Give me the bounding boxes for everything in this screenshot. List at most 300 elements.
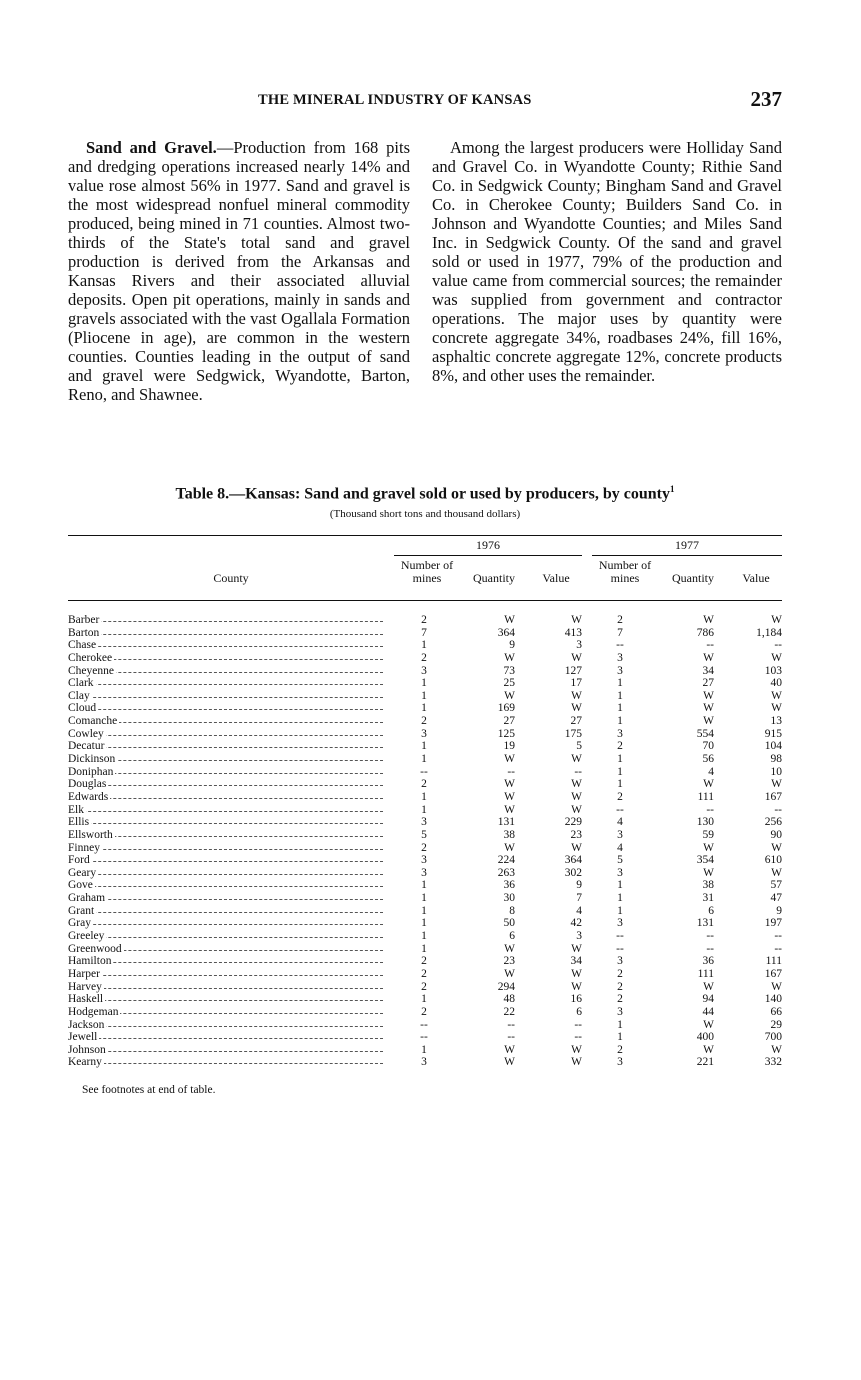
value-1976-cell: W: [571, 778, 582, 791]
county-cell: [68, 715, 383, 728]
table-row: [68, 1006, 782, 1019]
mines-1977-cell: 1: [617, 1031, 623, 1044]
county-column-header: County: [213, 571, 249, 585]
mines-1977-cell: 2: [617, 980, 623, 993]
table-row: [68, 930, 782, 943]
mines-1977-cell: 2: [617, 993, 623, 1006]
value-1976-cell: 6: [576, 1005, 582, 1018]
table-row: [68, 728, 782, 741]
mines-1976-cell: 2: [421, 614, 427, 626]
dot-leader: [68, 937, 383, 938]
value-1977-cell: W: [771, 651, 782, 664]
table-row: [68, 842, 782, 855]
mines-1977-cell: 2: [617, 614, 623, 626]
county-cell: [68, 778, 383, 791]
table-row: [68, 917, 782, 930]
mines-1976-cell: 3: [421, 727, 427, 740]
mines-1977-header: Number of mines: [598, 558, 652, 585]
quantity-1976-cell: W: [504, 1043, 515, 1056]
value-1976-cell: 5: [576, 740, 582, 753]
quantity-1977-cell: --: [706, 639, 714, 652]
quantity-1976-cell: 263: [497, 866, 515, 879]
page-header: [68, 87, 782, 114]
quantity-1976-cell: 38: [503, 828, 515, 841]
county-name: Harper: [68, 967, 100, 980]
quantity-1977-cell: 38: [702, 879, 714, 892]
quantity-1977-cell: 786: [696, 626, 714, 639]
quantity-1977-cell: 131: [696, 917, 714, 930]
county-name: Greeley: [68, 930, 105, 943]
quantity-1977-cell: --: [706, 930, 714, 943]
mines-1976-cell: 3: [421, 854, 427, 867]
quantity-1976-cell: 8: [509, 904, 515, 917]
value-1976-cell: 17: [570, 677, 582, 690]
value-1977-cell: 700: [764, 1031, 782, 1044]
table-body: [68, 614, 782, 1069]
dot-leader: [68, 634, 383, 635]
mines-1976-cell: 3: [421, 1056, 427, 1069]
quantity-1976-cell: --: [507, 765, 515, 778]
value-1977-cell: 610: [764, 854, 782, 867]
county-name: Ellis: [68, 816, 90, 829]
table-row: [68, 943, 782, 956]
mines-1977-cell: 2: [617, 1043, 623, 1056]
mines-1977-cell: 2: [617, 790, 623, 803]
mines-1977-cell: 1: [617, 677, 623, 690]
value-1976-cell: W: [571, 1056, 582, 1069]
county-cell: [68, 829, 383, 842]
value-1977-cell: 1,184: [756, 626, 782, 639]
county-cell: [68, 981, 383, 994]
county-name: Clark: [68, 677, 94, 690]
county-name: Jewell: [68, 1031, 98, 1044]
dot-leader: [68, 659, 383, 660]
quantity-1976-cell: 23: [503, 955, 515, 968]
mines-1977-cell: 1: [617, 715, 623, 728]
table-top-rule: [68, 535, 782, 536]
quantity-1976-cell: 25: [503, 677, 515, 690]
mines-1977-cell: 1: [617, 879, 623, 892]
dot-leader: [68, 709, 383, 710]
county-name: Graham: [68, 892, 106, 905]
county-cell: [68, 728, 383, 741]
quantity-1976-cell: W: [504, 803, 515, 816]
dot-leader: [68, 1000, 383, 1001]
county-name: Ford: [68, 854, 90, 867]
quantity-1976-cell: 50: [503, 917, 515, 930]
quantity-1976-cell: 6: [509, 930, 515, 943]
value-1977-cell: 915: [764, 727, 782, 740]
county-name: Barton: [68, 626, 100, 639]
value-1977-cell: 13: [770, 715, 782, 728]
value-1977-cell: 98: [770, 753, 782, 766]
county-cell: [68, 993, 383, 1006]
mines-1976-cell: 1: [421, 917, 427, 930]
left-paragraph: —Production from 168 pits and dredging operations increased nearly 14% and value rose almost 56% in 1977. Sand and gravel is the most widespread nonfuel mineral commodity produced, being mined in 71 counties. Almost two-thirds of the State's total sand and gravel production is derived from the Arkansas and Kansas Rivers and their associated alluvial deposits. Open pit operations, mainly in sands and gravels associated with the vast Ogallala Formation (Pliocene in age), are common in the western counties. Counties leading in the output of sand and gravel were Sedgwick, Wyandotte, Barton, Reno, and Shawnee.: [68, 138, 410, 404]
county-name: Gray: [68, 917, 91, 930]
county-name: Comanche: [68, 715, 118, 728]
mines-1976-cell: 1: [421, 702, 427, 715]
county-name: Cherokee: [68, 651, 113, 664]
quantity-1976-cell: W: [504, 778, 515, 791]
quantity-1976-cell: W: [504, 841, 515, 854]
mines-1976-cell: --: [420, 1031, 428, 1044]
quantity-1976-cell: --: [507, 1018, 515, 1031]
value-1977-cell: 104: [764, 740, 782, 753]
section-runin-heading: Sand and Gravel.: [86, 138, 217, 157]
table-row: [68, 892, 782, 905]
county-name: Finney: [68, 841, 100, 854]
value-1976-cell: W: [571, 614, 582, 626]
county-cell: [68, 892, 383, 905]
county-cell: [68, 1056, 383, 1069]
mines-1976-cell: 2: [421, 980, 427, 993]
dot-leader: [68, 1026, 383, 1027]
year-1977-heading: 1977: [675, 538, 699, 552]
quantity-1976-cell: 30: [503, 892, 515, 905]
mines-1977-cell: 5: [617, 854, 623, 867]
mines-1977-cell: 1: [617, 1018, 623, 1031]
quantity-1977-cell: 554: [696, 727, 714, 740]
footnote-marker: 1: [669, 484, 675, 494]
table-row: [68, 804, 782, 817]
quantity-1977-cell: W: [703, 866, 714, 879]
quantity-1977-cell: --: [706, 942, 714, 955]
dot-leader: [68, 823, 383, 824]
value-1977-cell: W: [771, 689, 782, 702]
quantity-1977-cell: W: [703, 980, 714, 993]
table-row: [68, 715, 782, 728]
quantity-1977-cell: W: [703, 689, 714, 702]
county-cell: [68, 1006, 383, 1019]
mines-1977-cell: 4: [617, 841, 623, 854]
mines-1976-cell: 2: [421, 1005, 427, 1018]
value-1976-cell: 413: [564, 626, 582, 639]
table-row: [68, 854, 782, 867]
quantity-1977-cell: W: [703, 702, 714, 715]
quantity-1976-cell: 224: [497, 854, 515, 867]
county-name: Cloud: [68, 702, 97, 715]
value-1976-cell: W: [571, 1043, 582, 1056]
county-name: Dickinson: [68, 753, 116, 766]
quantity-1976-cell: W: [504, 967, 515, 980]
value-1976-cell: --: [574, 765, 582, 778]
table-row: [68, 1056, 782, 1069]
county-name: Kearny: [68, 1056, 102, 1069]
county-name: Geary: [68, 866, 97, 879]
value-1977-cell: 29: [770, 1018, 782, 1031]
county-name: Chase: [68, 639, 97, 652]
quantity-1977-cell: W: [703, 614, 714, 626]
dot-leader: [68, 1051, 383, 1052]
dot-leader: [68, 962, 383, 963]
quantity-1976-cell: 169: [497, 702, 515, 715]
value-1977-cell: 90: [770, 828, 782, 841]
mines-1976-cell: 2: [421, 967, 427, 980]
mines-1976-cell: 1: [421, 689, 427, 702]
county-name: Elk: [68, 803, 84, 816]
quantity-1976-cell: W: [504, 651, 515, 664]
table-row: [68, 1031, 782, 1044]
quantity-1976-cell: 27: [503, 715, 515, 728]
mines-1976-header: Number of mines: [400, 558, 454, 585]
table-row: [68, 829, 782, 842]
value-1977-cell: W: [771, 866, 782, 879]
page-number: 237: [750, 87, 782, 111]
county-name: Gove: [68, 879, 93, 892]
mines-1976-cell: 2: [421, 955, 427, 968]
value-1976-cell: 42: [570, 917, 582, 930]
value-1976-cell: 3: [576, 930, 582, 943]
dot-leader: [68, 988, 383, 989]
value-1977-cell: --: [774, 639, 782, 652]
quantity-1976-cell: W: [504, 689, 515, 702]
running-title: THE MINERAL INDUSTRY OF KANSAS: [258, 92, 532, 108]
table-title-text: Table 8.—Kansas: Sand and gravel sold or used by producers, by county: [175, 485, 670, 503]
county-cell: [68, 879, 383, 892]
quantity-1977-cell: --: [706, 803, 714, 816]
value-1976-cell: W: [571, 980, 582, 993]
county-cell: [68, 804, 383, 817]
value-1977-cell: 197: [764, 917, 782, 930]
mines-1976-cell: 1: [421, 790, 427, 803]
mines-1977-cell: 3: [617, 1056, 623, 1069]
quantity-1977-cell: W: [703, 778, 714, 791]
mines-1976-cell: 1: [421, 879, 427, 892]
quantity-1976-cell: 73: [503, 664, 515, 677]
quantity-1976-cell: --: [507, 1031, 515, 1044]
mines-1976-cell: 2: [421, 778, 427, 791]
dot-leader: [68, 1038, 383, 1039]
table-row: [68, 702, 782, 715]
value-1977-cell: W: [771, 614, 782, 626]
quantity-1977-cell: 94: [702, 993, 714, 1006]
value-1977-header: Value: [742, 571, 770, 585]
table-row: [68, 791, 782, 804]
dot-leader: [68, 874, 383, 875]
dot-leader: [68, 785, 383, 786]
table-row: [68, 905, 782, 918]
quantity-1977-cell: 31: [702, 892, 714, 905]
county-cell: [68, 753, 383, 766]
quantity-1977-cell: 59: [702, 828, 714, 841]
dot-leader: [68, 773, 383, 774]
value-1977-cell: 140: [764, 993, 782, 1006]
value-1976-header: Value: [542, 571, 570, 585]
dot-leader: [68, 697, 383, 698]
county-cell: [68, 791, 383, 804]
mines-1977-cell: 1: [617, 765, 623, 778]
quantity-1976-cell: 19: [503, 740, 515, 753]
mines-1977-cell: 1: [617, 778, 623, 791]
mines-1976-cell: --: [420, 1018, 428, 1031]
dot-leader: [68, 899, 383, 900]
mines-1977-cell: 3: [617, 664, 623, 677]
value-1976-cell: W: [571, 942, 582, 955]
quantity-1977-cell: 4: [708, 765, 714, 778]
county-cell: [68, 943, 383, 956]
quantity-1976-header: Quantity: [473, 571, 515, 585]
quantity-1976-cell: 36: [503, 879, 515, 892]
county-name: Doniphan: [68, 765, 114, 778]
quantity-1976-cell: W: [504, 753, 515, 766]
table-row: [68, 816, 782, 829]
county-name: Hodgeman: [68, 1005, 119, 1018]
right-column-text: [432, 138, 782, 385]
county-cell: [68, 766, 383, 779]
year-1976-heading: 1976: [476, 538, 500, 552]
table-row: [68, 639, 782, 652]
value-1977-cell: 332: [764, 1056, 782, 1069]
county-cell: [68, 690, 383, 703]
quantity-1977-cell: 70: [702, 740, 714, 753]
quantity-1976-cell: W: [504, 1056, 515, 1069]
year-1977-rule: [592, 555, 782, 556]
table-row: [68, 690, 782, 703]
county-name: Cheyenne: [68, 664, 114, 677]
quantity-1977-cell: 56: [702, 753, 714, 766]
mines-1976-cell: 1: [421, 677, 427, 690]
mines-1977-cell: 1: [617, 753, 623, 766]
mines-1976-cell: 3: [421, 866, 427, 879]
value-1977-cell: --: [774, 803, 782, 816]
quantity-1977-cell: 221: [696, 1056, 714, 1069]
quantity-1976-cell: 125: [497, 727, 515, 740]
value-1976-cell: 127: [564, 664, 582, 677]
quantity-1977-cell: 6: [708, 904, 714, 917]
value-1977-cell: 66: [770, 1005, 782, 1018]
dot-leader: [68, 924, 383, 925]
county-cell: [68, 854, 383, 867]
value-1977-cell: W: [771, 1043, 782, 1056]
mines-1977-cell: 2: [617, 740, 623, 753]
quantity-1976-cell: W: [504, 942, 515, 955]
county-name: Hamilton: [68, 955, 112, 968]
quantity-1977-cell: W: [703, 841, 714, 854]
county-name: Douglas: [68, 778, 107, 791]
table-row: [68, 740, 782, 753]
quantity-1977-cell: 111: [697, 967, 714, 980]
table-row: [68, 1019, 782, 1032]
value-1977-cell: W: [771, 778, 782, 791]
dot-leader: [68, 975, 383, 976]
value-1977-cell: 40: [770, 677, 782, 690]
mines-1977-cell: --: [616, 942, 624, 955]
county-name: Johnson: [68, 1043, 106, 1056]
mines-1977-cell: --: [616, 639, 624, 652]
quantity-1977-header: Quantity: [672, 571, 714, 585]
value-1977-cell: W: [771, 841, 782, 854]
table-header-bottom-rule: [68, 600, 782, 601]
mines-1977-cell: 3: [617, 727, 623, 740]
county-cell: [68, 627, 383, 640]
quantity-1977-cell: 36: [702, 955, 714, 968]
value-1976-cell: 9: [576, 879, 582, 892]
quantity-1977-cell: 400: [696, 1031, 714, 1044]
quantity-1976-cell: 9: [509, 639, 515, 652]
county-name: Greenwood: [68, 942, 122, 955]
mines-1976-cell: 1: [421, 740, 427, 753]
quantity-1977-cell: 130: [696, 816, 714, 829]
table-row: [68, 614, 782, 627]
value-1977-cell: 103: [764, 664, 782, 677]
value-1976-cell: W: [571, 967, 582, 980]
mines-1976-cell: 1: [421, 639, 427, 652]
mines-1976-cell: 1: [421, 993, 427, 1006]
value-1977-cell: 47: [770, 892, 782, 905]
mines-1976-cell: 1: [421, 930, 427, 943]
value-1976-cell: 23: [570, 828, 582, 841]
value-1976-cell: W: [571, 790, 582, 803]
value-1976-cell: 364: [564, 854, 582, 867]
value-1976-cell: 175: [564, 727, 582, 740]
quantity-1976-cell: 131: [497, 816, 515, 829]
county-name: Ellsworth: [68, 828, 113, 841]
mines-1976-cell: 3: [421, 816, 427, 829]
quantity-1977-cell: 354: [696, 854, 714, 867]
mines-1976-cell: 5: [421, 828, 427, 841]
quantity-1977-cell: 44: [702, 1005, 714, 1018]
quantity-1977-cell: 27: [702, 677, 714, 690]
mines-1976-cell: 1: [421, 753, 427, 766]
value-1976-cell: 4: [576, 904, 582, 917]
value-1976-cell: 16: [570, 993, 582, 1006]
county-name: Cowley: [68, 727, 104, 740]
table-row: [68, 652, 782, 665]
quantity-1977-cell: W: [703, 1043, 714, 1056]
dot-leader: [68, 735, 383, 736]
table-row: [68, 1044, 782, 1057]
county-cell: [68, 740, 383, 753]
mines-1977-cell: 4: [617, 816, 623, 829]
mines-1977-cell: 1: [617, 689, 623, 702]
county-name: Grant: [68, 904, 95, 917]
quantity-1977-cell: 34: [702, 664, 714, 677]
county-cell: [68, 614, 383, 627]
table-row: [68, 879, 782, 892]
mines-1977-cell: 3: [617, 955, 623, 968]
county-cell: [68, 1019, 383, 1032]
value-1976-cell: 302: [564, 866, 582, 879]
table-row: [68, 993, 782, 1006]
value-1977-cell: 111: [765, 955, 782, 968]
value-1976-cell: W: [571, 651, 582, 664]
mines-1977-cell: 1: [617, 702, 623, 715]
mines-1976-cell: 1: [421, 892, 427, 905]
county-name: Harvey: [68, 980, 102, 993]
quantity-1976-cell: W: [504, 614, 515, 626]
mines-1976-cell: 7: [421, 626, 427, 639]
table-row: [68, 627, 782, 640]
dot-leader: [68, 747, 383, 748]
table-row: [68, 753, 782, 766]
quantity-1976-cell: 364: [497, 626, 515, 639]
dot-leader: [68, 849, 383, 850]
table-subtitle: (Thousand short tons and thousand dollars): [329, 508, 521, 520]
county-name: Edwards: [68, 790, 109, 803]
value-1976-cell: W: [571, 689, 582, 702]
quantity-1976-cell: 294: [497, 980, 515, 993]
county-name: Jackson: [68, 1018, 105, 1031]
mines-1976-cell: 1: [421, 1043, 427, 1056]
left-column-text: [68, 138, 410, 404]
mines-1976-cell: 1: [421, 803, 427, 816]
value-1976-cell: 3: [576, 639, 582, 652]
table-footnote: See footnotes at end of table.: [82, 1084, 216, 1096]
county-cell: [68, 917, 383, 930]
dot-leader: [68, 646, 383, 647]
quantity-1976-cell: W: [504, 790, 515, 803]
